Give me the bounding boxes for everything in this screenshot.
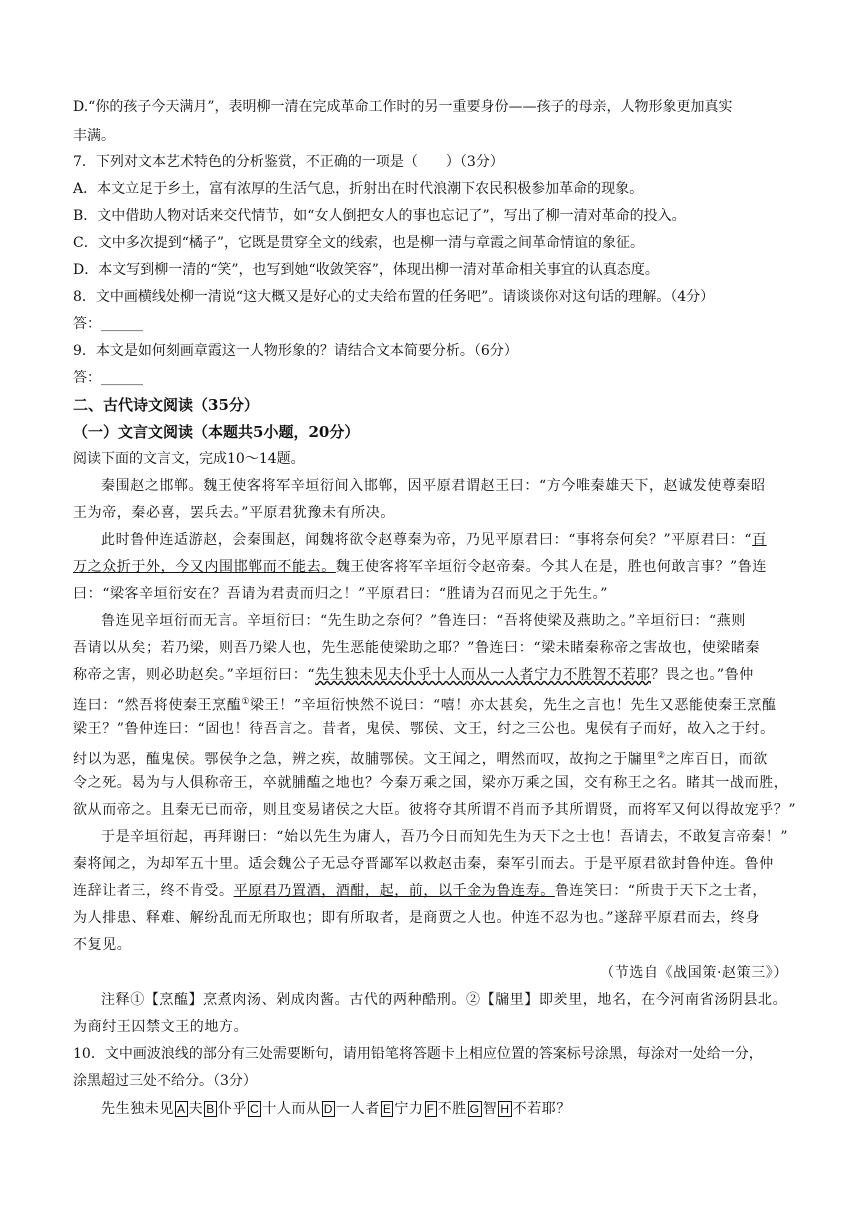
choice-box-h[interactable]: H	[500, 1102, 510, 1116]
q7-option-c: C．文中多次提到“橘子”，它既是贯穿全文的线索，也是柳一清与章霞之间革命情谊的象征。	[73, 235, 645, 251]
passage-text: ？畏之也。”鲁仲	[650, 667, 754, 683]
passage-line	[73, 881, 767, 901]
underlined-sentence: 百	[752, 532, 767, 548]
passage-text: 梁王！”辛垣衍怏然不说曰：“嘻！亦太甚矣，先生之言也！先生又恶能使秦王烹醢	[250, 697, 777, 714]
question-7: 7．下列对文本艺术特色的分析鉴赏，不正确的一项是（ ）（3分）	[73, 154, 504, 170]
passage-text: 此时鲁仲连适游赵，会秦围赵，闻魏将欲令赵尊秦为帝，乃见平原君曰：“事将奈何矣？”平原君曰：“	[101, 532, 753, 548]
segment: 十人而从	[262, 1101, 321, 1117]
footnote-marker: ①	[241, 697, 251, 707]
choice-box-b[interactable]: B	[206, 1102, 215, 1116]
passage-text: 之库百日，而欲	[665, 751, 768, 768]
answer-9: 答：______	[73, 370, 143, 386]
annotation-note: 注释①【烹醢】烹煮肉汤、剁成肉酱。古代的两种酷刑。②【牖里】即羑里，地名，在今河南省汤阴县北。	[101, 992, 788, 1008]
underlined-sentence: 万之众折于外，今又内围邯郸而不能去。	[73, 559, 336, 575]
choice-box-c[interactable]: C	[250, 1102, 260, 1116]
segment: 不胜	[437, 1101, 467, 1117]
passage-text: 鲁连笑曰：“所贵于天下之士者，	[554, 883, 767, 899]
question-10-cont: 涂黑超过三处不给分。（3分）	[73, 1073, 257, 1089]
choice-box-a[interactable]: A	[177, 1102, 186, 1116]
passage-line: 为人排患、释难、解纷乱而无所取也；即有所取者，是商贾之人也。仲连不忍为也。”遂辞平原君而去，终身	[73, 910, 760, 926]
segment: 夫	[188, 1101, 204, 1117]
passage-line: 王为帝，秦必喜，罢兵去。”平原君犹豫未有所决。	[73, 505, 395, 521]
answer-label-line	[101, 1099, 571, 1119]
passage-line: 欲从而帝之。且秦无已而帝，则且变易诸侯之大臣。彼将夺其所谓不肖而予其所谓贤，而将军又何以得故宠乎？”	[73, 802, 797, 818]
question-8: 8．文中画横线处柳一清说“这大概又是好心的丈夫给布置的任务吧”。请谈谈你对这句话的理解。（4分）	[73, 289, 715, 305]
annotation-note-cont: 为商纣王囚禁文王的地方。	[73, 1019, 249, 1035]
choice-box-e[interactable]: E	[382, 1102, 392, 1116]
wavy-underlined-sentence: 先生独未见夫仆乎十人而从一人者宁力不胜智不若耶	[315, 667, 651, 683]
section-heading: 二、古代诗文阅读（35分）	[73, 396, 259, 414]
segment: 宁力	[394, 1101, 424, 1117]
passage-line	[73, 692, 777, 716]
option-d-line: D.“你的孩子今天满月”，表明柳一清在完成革命工作时的另一重要身份——孩子的母亲，人物形象更加真实	[73, 99, 733, 115]
q7-option-d: D．本文写到柳一清的“笑”，也写到她“收敛笑容”，体现出柳一清对革命相关事宜的认真态度。	[73, 262, 659, 278]
segment: 不若耶？	[512, 1101, 571, 1117]
footnote-marker: ②	[657, 751, 666, 761]
passage-line: 梁王？”鲁仲连曰：“固也！待吾言之。昔者，鬼侯、鄂侯、文王，纣之三公也。鬼侯有子而好，故入之于纣。	[73, 721, 775, 737]
question-9: 9．本文是如何刻画章霞这一人物形象的？请结合文本简要分析。（6分）	[73, 343, 518, 359]
passage-line	[73, 557, 767, 577]
passage-line: 令之死。曷为与人俱称帝王，卒就脯醢之地也？今秦万乘之国，梁亦万乘之国，交有称王之名。睹其一战而胜，	[73, 775, 789, 791]
choice-box-g[interactable]: G	[469, 1102, 480, 1116]
passage-line: 于是辛垣衍起，再拜谢曰：“始以先生为庸人，吾乃今日而知先生为天下之士也！吾请去，不敢复言帝秦！”	[101, 829, 789, 845]
q7-option-a: A．本文立足于乡土，富有浓厚的生活气息，折射出在时代浪潮下农民积极参加革命的现象。	[73, 181, 644, 197]
passage-line: 吾请以从矣；若乃梁，则吾乃梁人也，先生恶能使梁助之耶？”鲁连曰：“梁未睹秦称帝之害故也，使梁睹秦	[73, 640, 761, 656]
segment: 仆乎	[217, 1101, 248, 1117]
passage-line	[101, 530, 767, 550]
answer-8: 答：______	[73, 316, 143, 332]
reading-instruction: 阅读下面的文言文，完成10～14题。	[73, 451, 305, 467]
option-d-line-cont: 丰满。	[73, 128, 115, 144]
segment: 先生独未见	[101, 1101, 174, 1117]
passage-text: 称帝之害，则必助赵矣。”辛垣衍曰：“	[73, 667, 316, 683]
passage-line	[73, 746, 768, 770]
passage-line: 鲁连见辛垣衍而无言。辛垣衍曰：“先生助之奈何？”鲁连曰：“吾将使梁及燕助之。”辛垣衍曰：“燕则	[101, 613, 746, 629]
passage-text: 连辞让者三，终不肯受。	[73, 883, 234, 899]
choice-box-f[interactable]: F	[426, 1102, 435, 1116]
passage-text: 魏王使客将军辛垣衍令赵帝秦。今其人在是，胜也何敢言事？”鲁连	[335, 559, 767, 575]
segment: 一人者	[336, 1101, 380, 1117]
choice-box-d[interactable]: D	[323, 1102, 333, 1116]
segment: 智	[482, 1101, 498, 1117]
source-citation: （节选自《战国策·赵策三》）	[600, 965, 788, 981]
passage-line: 曰：“梁客辛垣衍安在？吾请为君责而归之！”平原君曰：“胜请为召而见之于先生。”	[73, 586, 609, 602]
underlined-sentence: 平原君乃置酒，酒酣，起，前，以千金为鲁连寿。	[233, 883, 555, 899]
passage-text: 连曰：“然吾将使秦王烹醢	[73, 697, 242, 714]
passage-line: 秦围赵之邯郸。魏王使客将军辛垣衍间入邯郸，因平原君谓赵王曰：“方今唯秦雄天下，赵诚发使尊秦昭	[101, 478, 766, 494]
passage-line: 不复见。	[73, 937, 132, 953]
passage-line: 秦将闻之，为却军五十里。适会魏公子无忌夺晋鄙军以救赵击秦，秦军引而去。于是平原君欲封鲁仲连。鲁仲	[73, 856, 774, 872]
passage-text: 纣以为恶，醢鬼侯。鄂侯争之急，辨之疾，故脯鄂侯。文王闻之，喟然而叹，故拘之于牖里	[73, 751, 657, 768]
subsection-heading: （一）文言文阅读（本题共5小题，20分）	[73, 423, 360, 441]
passage-line	[73, 665, 754, 685]
question-10: 10．文中画波浪线的部分有三处需要断句，请用铅笔将答题卡上相应位置的答案标号涂黑，每涂对一处给一分，	[73, 1046, 763, 1062]
q7-option-b: B．文中借助人物对话来交代情节，如“女人倒把女人的事也忘记了”，写出了柳一清对革命的投入。	[73, 208, 686, 224]
